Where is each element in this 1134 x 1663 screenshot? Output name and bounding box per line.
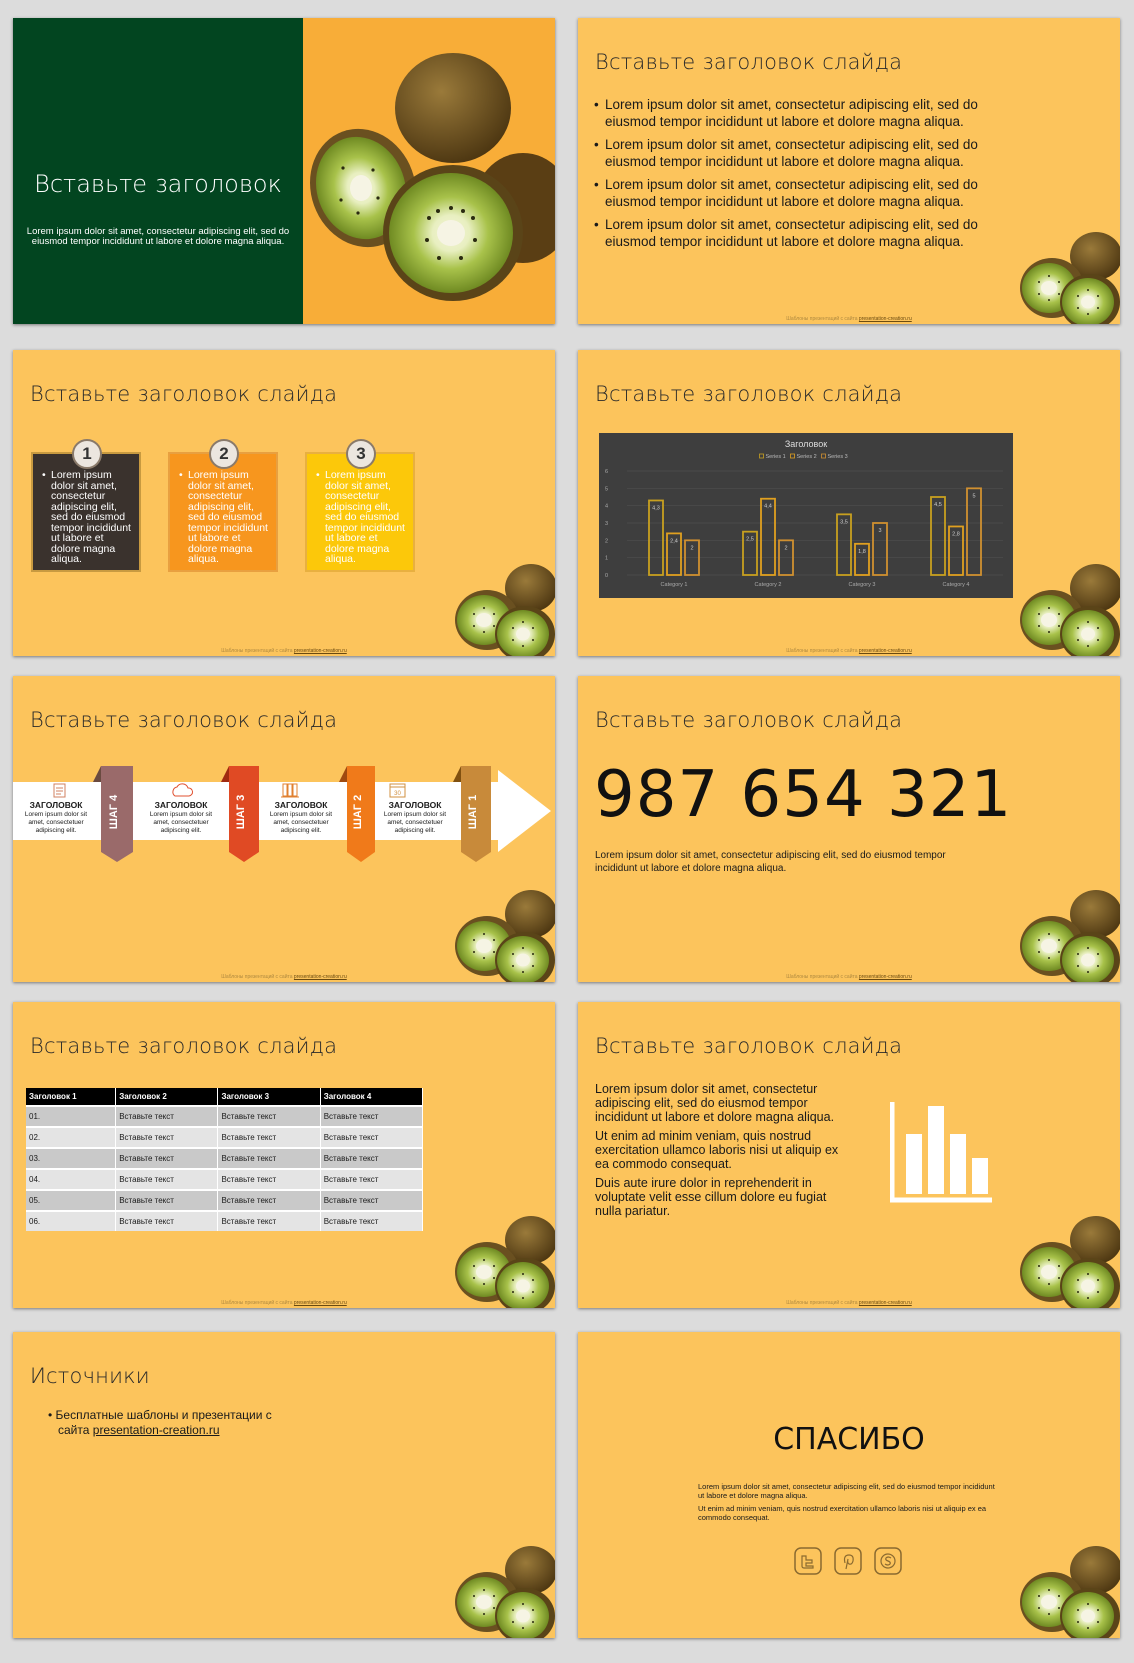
kiwi-decoration	[449, 886, 555, 982]
source-item: • Бесплатные шаблоны и презентации с сайта presentation-creation.ru	[48, 1408, 272, 1437]
table-cell: 06.	[26, 1211, 116, 1231]
table-cell: Вставьте текст	[218, 1148, 320, 1169]
table-cell: Вставьте текст	[116, 1169, 218, 1190]
y-tick-label: 0	[605, 573, 609, 579]
data-table	[26, 1088, 423, 1231]
skype-icon[interactable]	[874, 1547, 902, 1575]
slide-footer: Шаблоны презентаций с сайта presentation-creation.ru	[221, 974, 347, 980]
kiwi-decoration	[1014, 560, 1120, 656]
kiwi-decoration	[1014, 1542, 1120, 1638]
table-header-row	[26, 1088, 423, 1106]
table-cell: Вставьте текст	[320, 1127, 422, 1148]
step-tab-label: ШАГ 4	[108, 794, 120, 830]
step-block-2	[143, 800, 219, 835]
table-row	[26, 1106, 423, 1127]
slide-9-thumbnail[interactable]	[13, 1332, 555, 1638]
x-tick-label: Category 3	[848, 582, 876, 588]
step-text: Lorem ipsum dolor sit amet, consectetuer adipiscing elit.	[269, 811, 333, 834]
step-text: Lorem ipsum dolor sit amet, consectetuer adipiscing elit.	[24, 811, 88, 834]
slide-3-thumbnail[interactable]	[13, 350, 555, 656]
slide-footer: Шаблоны презентаций с сайта presentation-creation.ru	[786, 316, 912, 322]
slide-footer: Шаблоны презентаций с сайта presentation-creation.ru	[221, 1300, 347, 1306]
slide-4-thumbnail[interactable]	[578, 350, 1120, 656]
data-label: 2	[690, 545, 694, 552]
data-label: 3	[878, 528, 882, 534]
data-label: 3,5	[840, 519, 848, 526]
slide-5-thumbnail[interactable]	[13, 676, 555, 982]
kiwi-decoration	[1014, 228, 1120, 324]
chart-title: Заголовок	[784, 439, 828, 449]
y-tick-label: 5	[605, 486, 609, 493]
table-cell: Вставьте текст	[320, 1169, 422, 1190]
table-cell: 01.	[26, 1106, 116, 1127]
bullet-item: • Lorem ipsum dolor sit amet, consectetur adipiscing elit, sed do eiusmod tempor incididunt ut labore et dolore magna aliqua.	[594, 176, 1009, 210]
bar-chart-icon	[890, 1100, 994, 1204]
y-tick-label: 4	[605, 503, 609, 510]
slide-4-title: Вставьте заголовок слайда	[595, 382, 903, 406]
table-cell: 05.	[26, 1190, 116, 1211]
slide-1-title: Вставьте заголовок	[34, 170, 282, 198]
y-tick-label: 6	[605, 469, 609, 475]
kiwi-decoration	[449, 560, 555, 656]
table-cell: Вставьте текст	[116, 1106, 218, 1127]
step-tab-label: ШАГ 3	[235, 794, 247, 830]
data-label: 2	[784, 545, 788, 552]
slide-3-title: Вставьте заголовок слайда	[30, 382, 338, 406]
x-tick-label: Category 2	[754, 582, 782, 588]
step-text: Lorem ipsum dolor sit amet, consectetuer adipiscing elit.	[149, 811, 213, 834]
table-cell: Вставьте текст	[116, 1190, 218, 1211]
column-header: Заголовок 1	[26, 1088, 116, 1106]
source-text: Бесплатные шаблоны и презентации с сайта	[55, 1408, 272, 1437]
svg-text:30: 30	[394, 791, 401, 797]
social-icons	[794, 1547, 902, 1575]
table-cell: Вставьте текст	[116, 1127, 218, 1148]
table-row	[26, 1211, 423, 1231]
text-column	[595, 1082, 845, 1218]
step-text: Lorem ipsum dolor sit amet, consectetuer adipiscing elit.	[383, 811, 447, 834]
thanks-text	[698, 1482, 998, 1522]
step-block-3	[263, 800, 339, 835]
numbered-card-3	[305, 444, 415, 572]
data-label: 2,5	[746, 536, 754, 543]
kiwi-decoration	[449, 1542, 555, 1638]
chart-legend	[760, 454, 848, 460]
slide-footer: Шаблоны презентаций с сайта presentation-creation.ru	[221, 648, 347, 654]
table-cell: 04.	[26, 1169, 116, 1190]
data-label: 4,5	[934, 502, 942, 508]
card-number: 2	[209, 439, 239, 469]
data-label: 4,4	[764, 503, 772, 510]
table-row	[26, 1127, 423, 1148]
kiwi-photo	[303, 18, 555, 324]
column-header: Заголовок 3	[218, 1088, 320, 1106]
data-label: 2,8	[952, 531, 960, 538]
slide-1-thumbnail[interactable]	[13, 18, 555, 324]
table-cell: Вставьте текст	[320, 1190, 422, 1211]
kiwi-decoration	[1014, 1212, 1120, 1308]
slide-1-text: Lorem ipsum dolor sit amet, consectetur adipiscing elit, sed do eiusmod tempor incididunt ut labore et dolore magna aliqua.	[26, 226, 290, 247]
slide-footer: Шаблоны презентаций с сайта presentation-creation.ru	[786, 974, 912, 980]
x-tick-label: Category 4	[942, 582, 970, 588]
bullet-list	[594, 96, 1009, 256]
pinterest-icon[interactable]	[834, 1547, 862, 1575]
step-heading: ЗАГОЛОВОК	[388, 800, 442, 810]
slide-6-title: Вставьте заголовок слайда	[595, 708, 903, 732]
bullet-item: • Lorem ipsum dolor sit amet, consectetur adipiscing elit, sed do eiusmod tempor incididunt ut labore et dolore magna aliqua.	[594, 96, 1009, 130]
source-link[interactable]: presentation-creation.ru	[92, 1423, 220, 1437]
bar-chart	[599, 433, 1013, 598]
thanks-title: СПАСИБО	[773, 1422, 925, 1457]
slide-6-thumbnail[interactable]	[578, 676, 1120, 982]
bullet-item: • Lorem ipsum dolor sit amet, consectetur adipiscing elit, sed do eiusmod tempor incididunt ut labore et dolore magna aliqua.	[594, 216, 1009, 250]
card-text: • Lorem ipsum dolor sit amet, consectetur adipiscing elit, sed do eiusmod tempor incididunt ut labore et dolore magna aliqua.	[51, 470, 131, 565]
table-cell: Вставьте текст	[320, 1211, 422, 1231]
slide-8-thumbnail[interactable]	[578, 1002, 1120, 1308]
slide-2-title: Вставьте заголовок слайда	[595, 50, 903, 74]
legend-label: Series 2	[796, 454, 817, 460]
table-cell: Вставьте текст	[320, 1106, 422, 1127]
slide-footer: Шаблоны презентаций с сайта presentation-creation.ru	[786, 1300, 912, 1306]
slide-10-thumbnail[interactable]	[578, 1332, 1120, 1638]
table-cell: 02.	[26, 1127, 116, 1148]
x-tick-label: Category 1	[660, 582, 688, 588]
table-cell: Вставьте текст	[116, 1211, 218, 1231]
paragraph: Lorem ipsum dolor sit amet, consectetur adipiscing elit, sed do eiusmod tempor incididunt ut labore et dolore magna aliqua.	[698, 1482, 995, 1500]
slide-2-thumbnail[interactable]	[578, 18, 1120, 324]
column-header: Заголовок 2	[116, 1088, 218, 1106]
data-label: 4,3	[652, 505, 660, 512]
slide-5-title: Вставьте заголовок слайда	[30, 708, 338, 732]
card-text: • Lorem ipsum dolor sit amet, consectetur adipiscing elit, sed do eiusmod tempor incididunt ut labore et dolore magna aliqua.	[325, 470, 405, 565]
slide-8-title: Вставьте заголовок слайда	[595, 1034, 903, 1058]
twitter-icon[interactable]	[794, 1547, 822, 1575]
paragraph: Ut enim ad minim veniam, quis nostrud exercitation ullamco laboris nisi ut aliquip ex ea commodo consequat.	[595, 1129, 839, 1171]
kiwi-decoration	[449, 1212, 555, 1308]
y-tick-label: 3	[605, 521, 609, 527]
bullet-item: • Lorem ipsum dolor sit amet, consectetur adipiscing elit, sed do eiusmod tempor incididunt ut labore et dolore magna aliqua.	[594, 136, 1009, 170]
table-row	[26, 1169, 423, 1190]
card-number: 1	[72, 439, 102, 469]
table-cell: Вставьте текст	[218, 1190, 320, 1211]
data-label: 2,4	[670, 538, 678, 545]
legend-label: Series 3	[827, 454, 848, 460]
table-cell: Вставьте текст	[218, 1106, 320, 1127]
card-number: 3	[346, 439, 376, 469]
step-tab-label: ШАГ 2	[352, 794, 364, 830]
number-description: Lorem ipsum dolor sit amet, consectetur adipiscing elit, sed do eiusmod tempor incididunt ut labore et dolore magna aliqua.	[595, 850, 946, 874]
slide-7-title: Вставьте заголовок слайда	[30, 1034, 338, 1058]
table-cell: Вставьте текст	[320, 1148, 422, 1169]
paragraph: Ut enim ad minim veniam, quis nostrud exercitation ullamco laboris nisi ut aliquip ex ea commodo consequat.	[698, 1504, 987, 1522]
table-cell: Вставьте текст	[218, 1127, 320, 1148]
legend-label: Series 1	[765, 454, 786, 460]
numbered-card-2	[168, 444, 278, 572]
step-block-1	[19, 800, 93, 835]
paragraph: Duis aute irure dolor in reprehenderit in voluptate velit esse cillum dolore eu fugiat nulla pariatur.	[595, 1176, 827, 1218]
step-heading: ЗАГОЛОВОК	[29, 800, 83, 810]
step-heading: ЗАГОЛОВОК	[274, 800, 328, 810]
step-heading: ЗАГОЛОВОК	[154, 800, 208, 810]
table-row	[26, 1190, 423, 1211]
table-cell: Вставьте текст	[218, 1169, 320, 1190]
column-header: Заголовок 4	[320, 1088, 422, 1106]
table-cell: Вставьте текст	[218, 1211, 320, 1231]
table-cell: Вставьте текст	[116, 1148, 218, 1169]
card-text: • Lorem ipsum dolor sit amet, consectetur adipiscing elit, sed do eiusmod tempor incididunt ut labore et dolore magna aliqua.	[188, 470, 268, 565]
step-block-4	[377, 800, 453, 835]
data-label: 5	[972, 493, 976, 500]
step-tab-label: ШАГ 1	[467, 794, 479, 830]
paragraph: Lorem ipsum dolor sit amet, consectetur adipiscing elit, sed do eiusmod tempor incididunt ut labore et dolore magna aliqua.	[595, 1082, 835, 1124]
data-label: 1,8	[858, 548, 866, 555]
table-row	[26, 1148, 423, 1169]
slide-9-title: Источники	[30, 1364, 150, 1388]
y-tick-label: 1	[605, 555, 609, 562]
big-number: 987 654 321	[594, 758, 1013, 832]
y-tick-label: 2	[605, 538, 609, 545]
slide-7-thumbnail[interactable]	[13, 1002, 555, 1308]
kiwi-decoration	[1014, 886, 1120, 982]
slide-footer: Шаблоны презентаций с сайта presentation-creation.ru	[786, 648, 912, 654]
table-cell: 03.	[26, 1148, 116, 1169]
numbered-card-1	[31, 444, 141, 572]
